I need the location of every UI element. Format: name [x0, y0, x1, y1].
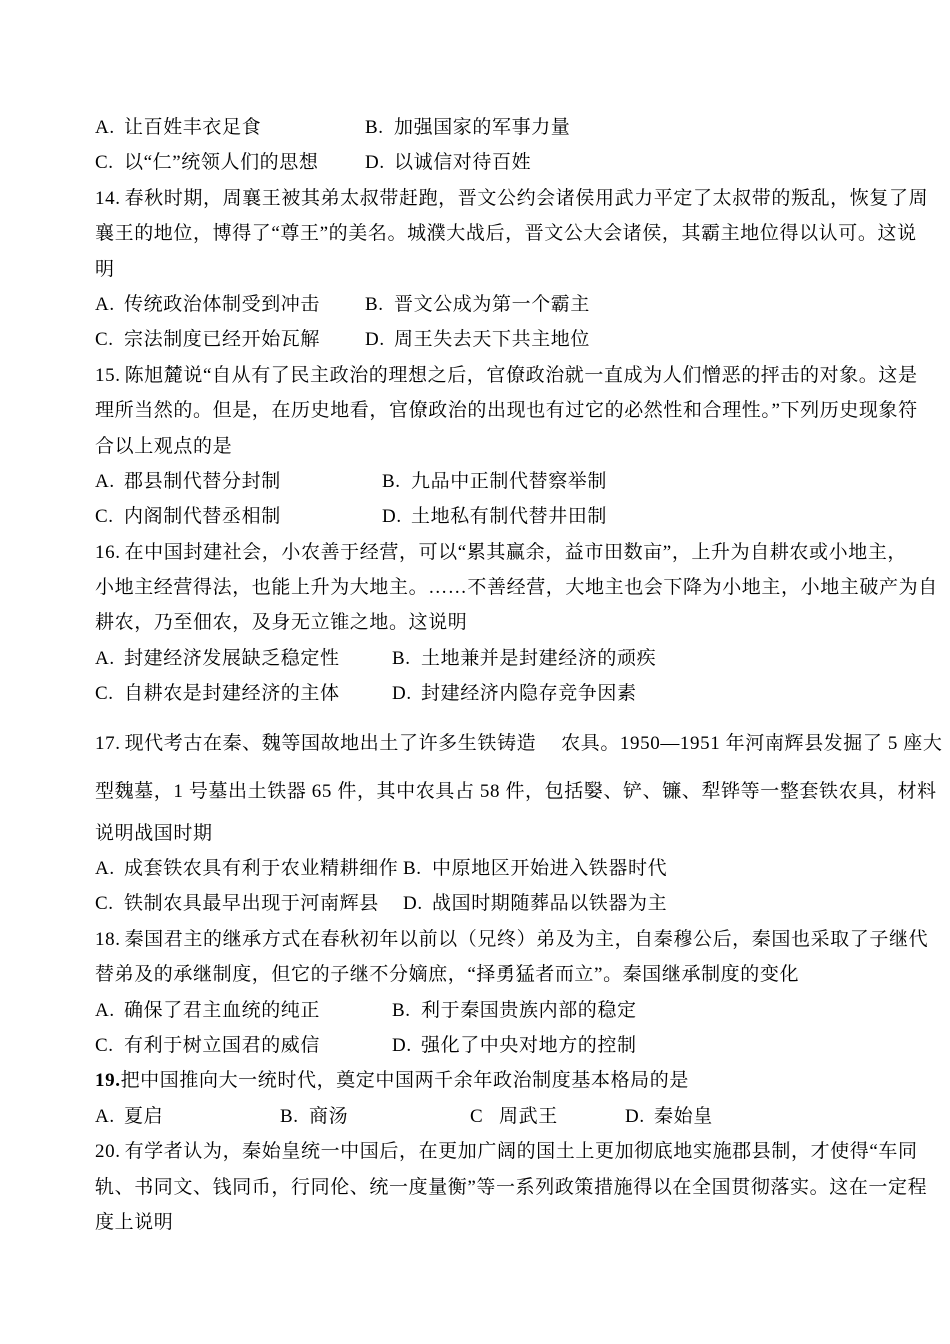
- option-d: [625, 1099, 713, 1134]
- q16-stem-text-2: 小地主经营得法，也能上升为大地主。……不善经营，大地主也会下降为小地主，小地主破产为自: [95, 577, 938, 599]
- q18-number: 18.: [95, 928, 121, 950]
- q19-number: 19.: [95, 1070, 121, 1092]
- q17-stem-line-1: [95, 720, 943, 768]
- option-a-label: A.: [95, 117, 115, 138]
- option-c: [95, 329, 320, 350]
- option-a-label: A.: [95, 470, 115, 492]
- q15-stem-line-3: [95, 429, 860, 464]
- q17-number: 17.: [95, 732, 121, 754]
- option-d-text: 强化了中央对地方的控制: [421, 1034, 637, 1056]
- option-b-text: 中原地区开始进入铁器时代: [432, 858, 668, 880]
- option-a-text: 郡县制代替分封制: [124, 470, 281, 492]
- option-b-text: 土地兼并是封建经济的顽疾: [421, 647, 657, 669]
- option-c-text: 宗法制度已经开始瓦解: [124, 329, 321, 351]
- q15-stem-text-1: 陈旭麓说“自从有了民主政治的理想之后，官僚政治就一直成为人们憎恶的抨击的对象。这是: [124, 364, 918, 386]
- option-b-label: B.: [280, 1105, 299, 1127]
- option-b: [382, 464, 607, 499]
- option-d-text: 战国时期随葬品以铁器为主: [432, 893, 668, 915]
- q16-stem-line-3: [95, 605, 860, 640]
- option-c-label: C.: [95, 329, 114, 351]
- option-a-label: A.: [95, 293, 115, 315]
- option-d-label: D.: [625, 1105, 645, 1127]
- q17-stem-line-3: [95, 816, 860, 851]
- q15-options-row-2: [95, 499, 860, 534]
- q14-stem-line-3: [95, 252, 860, 287]
- option-d: [392, 1028, 637, 1063]
- option-b-text: 商汤: [309, 1105, 349, 1127]
- q15-stem-text-2: 理所当然的。但是，在历史地看，官僚政治的出现也有过它的必然性和合理性。”下列历史现象符: [95, 400, 918, 422]
- option-a-label: A.: [95, 999, 115, 1021]
- option-a-text: 确保了君主血统的纯正: [124, 999, 321, 1021]
- option-b-label: B.: [365, 293, 384, 315]
- q14-stem-text-3: 明: [95, 258, 115, 280]
- option-b: [403, 851, 667, 886]
- option-b-label: B.: [392, 999, 411, 1021]
- option-a: [95, 471, 281, 492]
- option-d-label: D.: [392, 1034, 412, 1056]
- option-c-label: C.: [95, 1034, 114, 1056]
- option-b-label: B.: [382, 470, 401, 492]
- option-c: [95, 506, 281, 527]
- q18-options-row-1: [95, 993, 860, 1028]
- option-c-text: 自耕农是封建经济的主体: [124, 683, 340, 705]
- q13-options-row-1: [95, 110, 860, 145]
- q18-stem-text-2: 替弟及的承继制度，但它的子继不分嫡庶，“择勇猛者而立”。秦国继承制度的变化: [95, 964, 800, 986]
- option-d: [392, 676, 637, 711]
- option-b: [392, 993, 637, 1028]
- option-b-text: 晋文公成为第一个霸主: [394, 293, 591, 315]
- option-b-text: 九品中正制代替察举制: [411, 470, 608, 492]
- option-b: [392, 641, 656, 676]
- q15-stem-line-2: [95, 393, 918, 428]
- q20-stem-line-3: [95, 1205, 860, 1240]
- q17-stem-text-2: 型魏墓，1 号墓出土铁器 65 件，其中农具占 58 件，包括嫛、铲、镰、犁铧等一整套铁农具，材料: [95, 780, 937, 802]
- q16-stem-line-1: [95, 535, 908, 570]
- q17-options-row-1: [95, 851, 860, 886]
- option-a: [95, 117, 261, 138]
- q15-number: 15.: [95, 364, 121, 386]
- q18-stem-text-1: 秦国君主的继承方式在春秋初年以前以（兄终）弟及为主，自秦穆公后，秦国也采取了子继代: [124, 928, 929, 950]
- option-d-label: D.: [365, 329, 385, 351]
- option-c-text: 以“仁”统领人们的思想: [124, 152, 319, 174]
- q20-stem-line-1: [95, 1134, 918, 1169]
- option-c: [95, 152, 318, 173]
- option-c: [95, 893, 379, 914]
- option-c: [95, 1035, 320, 1056]
- option-b: [365, 287, 590, 322]
- option-a: [95, 1000, 320, 1021]
- option-c-label: C: [470, 1105, 484, 1127]
- q20-stem-text-1: 有学者认为，秦始皇统一中国后，在更加广阔的国土上更加彻底地实施郡县制，才使得“车同: [124, 1141, 918, 1163]
- option-c-text: 周武王: [499, 1105, 558, 1127]
- option-b: [365, 110, 570, 145]
- option-c-label: C.: [95, 683, 114, 705]
- option-a-text: 封建经济发展缺乏稳定性: [124, 647, 340, 669]
- option-a-text: 让百姓丰衣足食: [124, 117, 262, 138]
- option-c-label: C.: [95, 893, 114, 915]
- option-d-label: D.: [382, 506, 402, 528]
- q16-stem-text-1: 在中国封建社会，小农善于经营，可以“累其赢余，益市田数亩”，上升为自耕农或小地主，: [124, 541, 908, 563]
- q19-stem-line-1: [95, 1063, 860, 1098]
- option-a-text: 成套铁农具有利于农业精耕细作: [124, 858, 399, 880]
- q20-stem-text-2: 轨、书同文、钱同币，行同伦、统一度量衡”等一系列政策措施得以在全国贯彻落实。这在一定程: [95, 1176, 928, 1198]
- q17-stem-text-3: 说明战国时期: [95, 822, 213, 844]
- q16-options-row-1: [95, 641, 860, 676]
- q18-options-row-2: [95, 1028, 860, 1063]
- q17-stem-text-1: 现代考古在秦、魏等国故地出土了许多生铁铸造 农具。1950—1951 年河南辉县发掘了 5 座大: [124, 732, 943, 754]
- option-a: [95, 294, 320, 315]
- q19-options-row: [95, 1099, 860, 1134]
- option-a-label: A.: [95, 858, 115, 880]
- option-c-text: 有利于树立国君的威信: [124, 1034, 321, 1056]
- q14-stem-line-1: [95, 181, 929, 216]
- q14-options-row-1: [95, 287, 860, 322]
- option-a: [95, 648, 340, 669]
- q18-stem-line-1: [95, 922, 929, 957]
- q14-stem-line-2: [95, 216, 917, 251]
- q18-stem-line-2: [95, 957, 860, 992]
- option-b-label: B.: [392, 647, 411, 669]
- option-d: [365, 145, 531, 180]
- q16-options-row-2: [95, 676, 860, 711]
- q20-stem-text-3: 度上说明: [95, 1211, 174, 1233]
- q17-options-row-2: [95, 886, 860, 921]
- option-d-text: 以诚信对待百姓: [394, 152, 532, 174]
- option-d: [403, 886, 667, 921]
- q17-stem-line-2: [95, 768, 937, 816]
- option-b-text: 利于秦国贵族内部的稳定: [421, 999, 637, 1021]
- q20-number: 20.: [95, 1141, 121, 1163]
- option-c-text: 铁制农具最早出现于河南辉县: [124, 893, 379, 915]
- option-b: [280, 1099, 348, 1134]
- q13-options-row-2: [95, 145, 860, 180]
- option-d-text: 封建经济内隐存竞争因素: [421, 683, 637, 705]
- option-d-text: 周王失去天下共主地位: [394, 329, 591, 351]
- q14-stem-text-1: 春秋时期，周襄王被其弟太叔带赶跑，晋文公约会诸侯用武力平定了太叔带的叛乱，恢复了周: [124, 187, 929, 209]
- option-b-label: B.: [403, 858, 422, 880]
- option-c: [470, 1099, 558, 1134]
- q16-stem-text-3: 耕农，乃至佃农，及身无立锥之地。这说明: [95, 612, 468, 634]
- q15-stem-text-3: 合以上观点的是: [95, 435, 233, 457]
- option-d-text: 土地私有制代替井田制: [411, 506, 608, 528]
- q15-stem-line-1: [95, 358, 918, 393]
- option-b-label: B.: [365, 117, 384, 138]
- option-d: [382, 499, 607, 534]
- option-d: [365, 322, 590, 357]
- option-c: [95, 683, 340, 704]
- q20-stem-line-2: [95, 1170, 928, 1205]
- q16-stem-line-2: [95, 570, 938, 605]
- option-d-label: D.: [392, 683, 412, 705]
- option-a-text: 夏启: [124, 1105, 164, 1127]
- option-a-text: 传统政治体制受到冲击: [124, 293, 321, 315]
- option-c-label: C.: [95, 506, 114, 528]
- q14-number: 14.: [95, 187, 121, 209]
- option-a: [95, 858, 398, 879]
- option-d-label: D.: [365, 152, 385, 174]
- q14-stem-text-2: 襄王的地位，博得了“尊王”的美名。城濮大战后，晋文公大会诸侯，其霸主地位得以认可。这说: [95, 223, 917, 245]
- q15-options-row-1: [95, 464, 860, 499]
- option-a-label: A.: [95, 647, 115, 669]
- option-d-label: D.: [403, 893, 423, 915]
- q16-number: 16.: [95, 541, 121, 563]
- option-d-text: 秦始皇: [654, 1105, 713, 1127]
- option-a-label: A.: [95, 1105, 115, 1127]
- option-a: [95, 1106, 163, 1127]
- option-b-text: 加强国家的军事力量: [394, 117, 571, 138]
- q19-stem-text-1: 把中国推向大一统时代，奠定中国两千余年政治制度基本格局的是: [120, 1070, 689, 1092]
- q14-options-row-2: [95, 322, 860, 357]
- option-c-text: 内阁制代替丞相制: [124, 506, 281, 528]
- option-c-label: C.: [95, 152, 114, 174]
